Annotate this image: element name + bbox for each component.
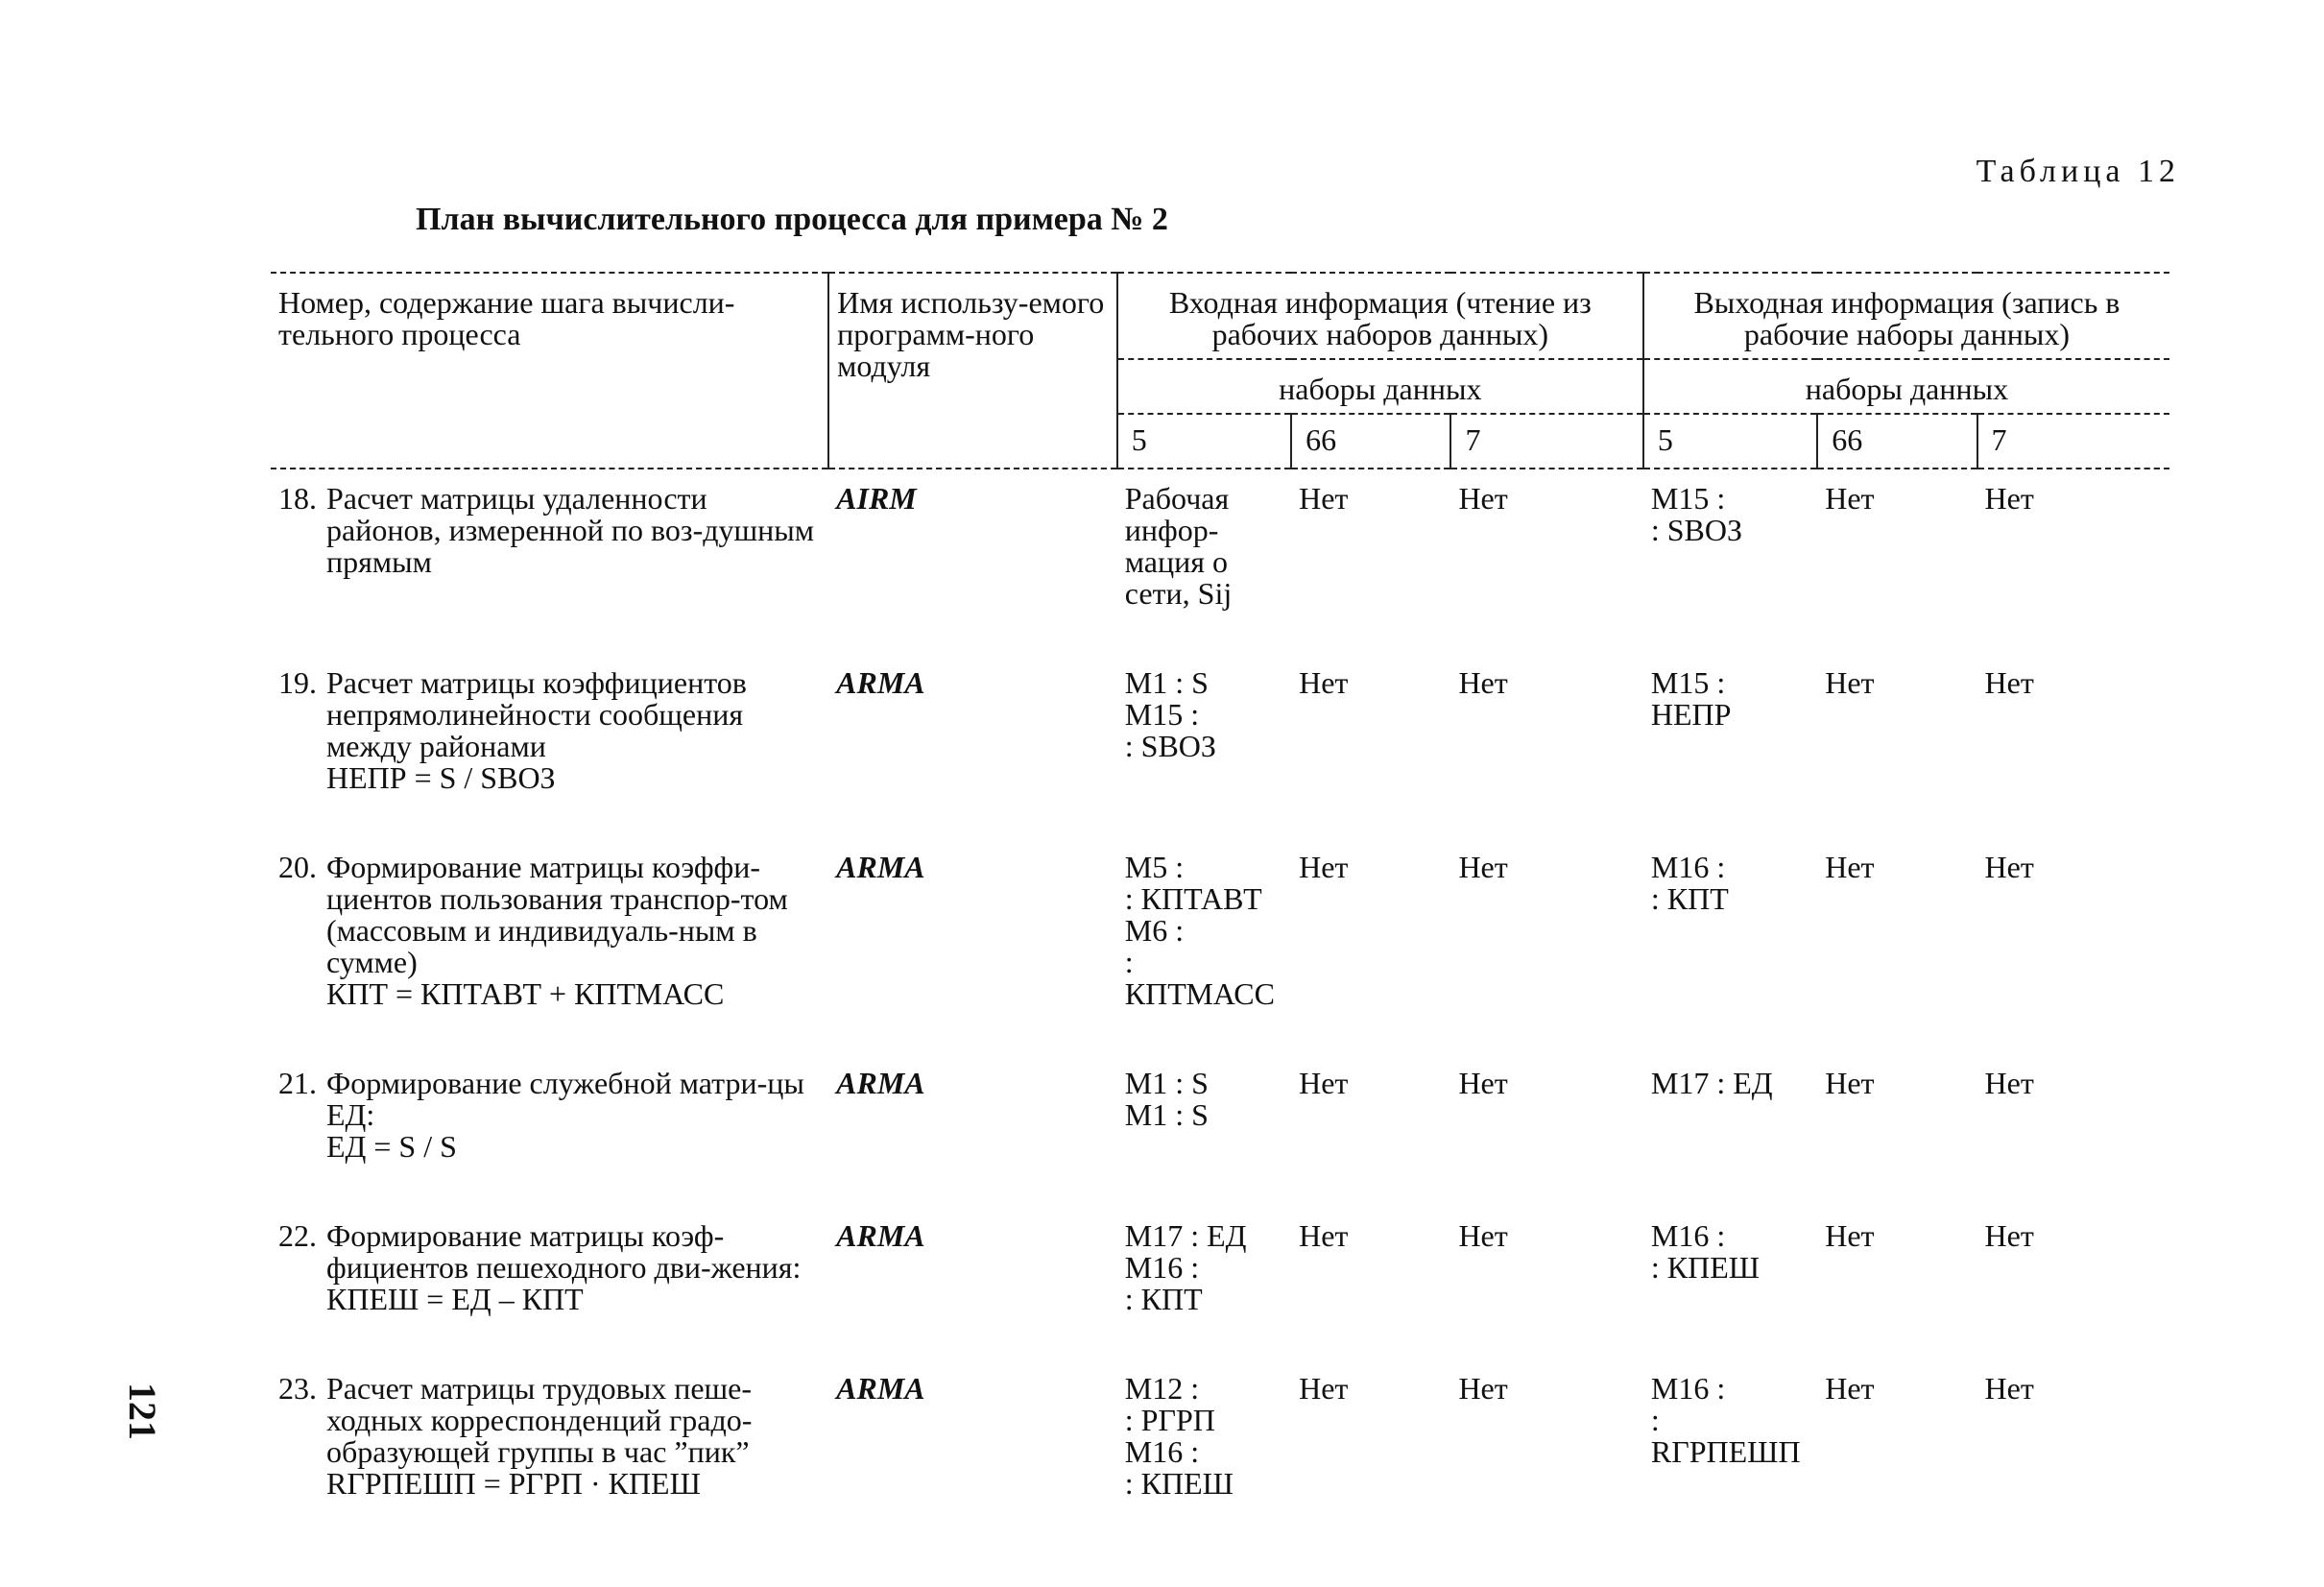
input-set-5: M5 : : КПТАВТ M6 : : КПТМАСС [1124,850,1275,1011]
header-in-set-5: 5 [1117,414,1291,469]
step-text: Формирование матрицы коэффи-циентов пользования транспор-том (массовым и индивидуаль-ным в сумме) [326,850,788,979]
step-number: 23. [278,1371,317,1406]
step-text: Формирование служебной матри-цы ЕД: [326,1066,804,1132]
header-out-set-5: 5 [1643,414,1817,469]
table-number: Таблица 12 [1976,154,2180,189]
step-number: 21. [278,1066,317,1100]
header-input: Входная информация (чтение из рабочих наборов данных) [1117,273,1643,359]
step-number: 20. [278,850,317,884]
module-name: ARMA [836,1066,925,1100]
input-set-7: Нет [1458,850,1508,884]
input-set-5: M1 : S M1 : S [1124,1066,1209,1132]
process-plan-table [271,272,2169,1544]
input-set-7: Нет [1458,1218,1508,1253]
step-formula: НЕПР = S / SВОЗ [326,760,556,795]
output-set-7: Нет [1984,850,2034,884]
module-name: AIRM [836,481,917,516]
output-set-7: Нет [1984,1066,2034,1100]
input-set-5: M1 : S M15 : : SВОЗ [1124,665,1216,763]
input-set-5: Рабочая инфор- мация о сети, Sij [1124,481,1233,611]
input-set-5: M12 : : PГРП M16 : : КПЕШ [1124,1371,1234,1501]
output-set-5: M16 : : КПТ [1650,850,1729,916]
output-set-66: Нет [1825,665,1875,700]
output-set-66: Нет [1825,1066,1875,1100]
step-number: 19. [278,665,317,700]
module-name: ARMA [836,665,925,700]
output-set-7: Нет [1984,665,2034,700]
table-row [271,654,2169,838]
output-set-5: M15 : НЕПР [1650,665,1732,732]
output-set-5: M17 : ЕД [1650,1066,1773,1100]
table-row [271,1359,2169,1544]
output-set-66: Нет [1825,850,1875,884]
input-set-7: Нет [1458,1371,1508,1406]
module-name: ARMA [836,1371,925,1406]
table-row [271,838,2169,1054]
header-step: Номер, содержание шага вычисли-тельного процесса [271,273,828,469]
input-set-66: Нет [1299,1218,1349,1253]
step-number: 22. [278,1218,317,1253]
output-set-7: Нет [1984,1218,2034,1253]
header-in-set-7: 7 [1450,414,1642,469]
step-formula: КПТ = КПТАВТ + КПТМАСС [326,976,725,1011]
input-set-66: Нет [1299,665,1349,700]
module-name: ARMA [836,850,925,884]
input-set-7: Нет [1458,665,1508,700]
header-module: Имя использу-емого программ-ного модуля [828,273,1117,469]
header-output: Выходная информация (запись в рабочие наборы данных) [1643,273,2169,359]
input-set-7: Нет [1458,1066,1508,1100]
table-row [271,469,2169,654]
step-formula: ЕД = S / S [326,1129,457,1164]
input-set-66: Нет [1299,481,1349,516]
step-text: Расчет матрицы удаленности районов, измеренной по воз-душным прямым [326,481,815,579]
step-formula: RГРПЕШП = PГРП · КПЕШ [326,1466,701,1501]
step-text: Расчет матрицы коэффициентов непрямолинейности сообщения между районами [326,665,747,763]
step-formula: КПЕШ = ЕД – КПТ [326,1282,584,1316]
header-output-datasets: наборы данных [1643,359,2169,414]
input-set-66: Нет [1299,1066,1349,1100]
output-set-66: Нет [1825,1218,1875,1253]
output-set-7: Нет [1984,481,2034,516]
output-set-5: M16 : : КПЕШ [1650,1218,1761,1285]
output-set-66: Нет [1825,481,1875,516]
table-row [271,1054,2169,1207]
output-set-5: M15 : : SВОЗ [1650,481,1743,547]
step-number: 18. [278,481,317,516]
output-set-66: Нет [1825,1371,1875,1406]
input-set-66: Нет [1299,1371,1349,1406]
header-input-datasets: наборы данных [1117,359,1643,414]
table-title: План вычислительного процесса для примера № 2 [416,202,1168,237]
input-set-7: Нет [1458,481,1508,516]
output-set-5: M16 : : RГРПЕШП [1650,1371,1801,1469]
input-set-5: M17 : ЕД M16 : : КПТ [1124,1218,1247,1316]
header-out-set-7: 7 [1977,414,2169,469]
output-set-7: Нет [1984,1371,2034,1406]
step-text: Расчет матрицы трудовых пеше-ходных корреспонденций градо-образующей группы в час ”пик” [326,1371,753,1469]
header-out-set-66: 66 [1817,414,1977,469]
step-text: Формирование матрицы коэф-фициентов пешеходного дви-жения: [326,1218,802,1285]
input-set-66: Нет [1299,850,1349,884]
header-in-set-66: 66 [1291,414,1450,469]
page-number: 121 [121,1383,164,1440]
table-row [271,1207,2169,1359]
module-name: ARMA [836,1218,925,1253]
